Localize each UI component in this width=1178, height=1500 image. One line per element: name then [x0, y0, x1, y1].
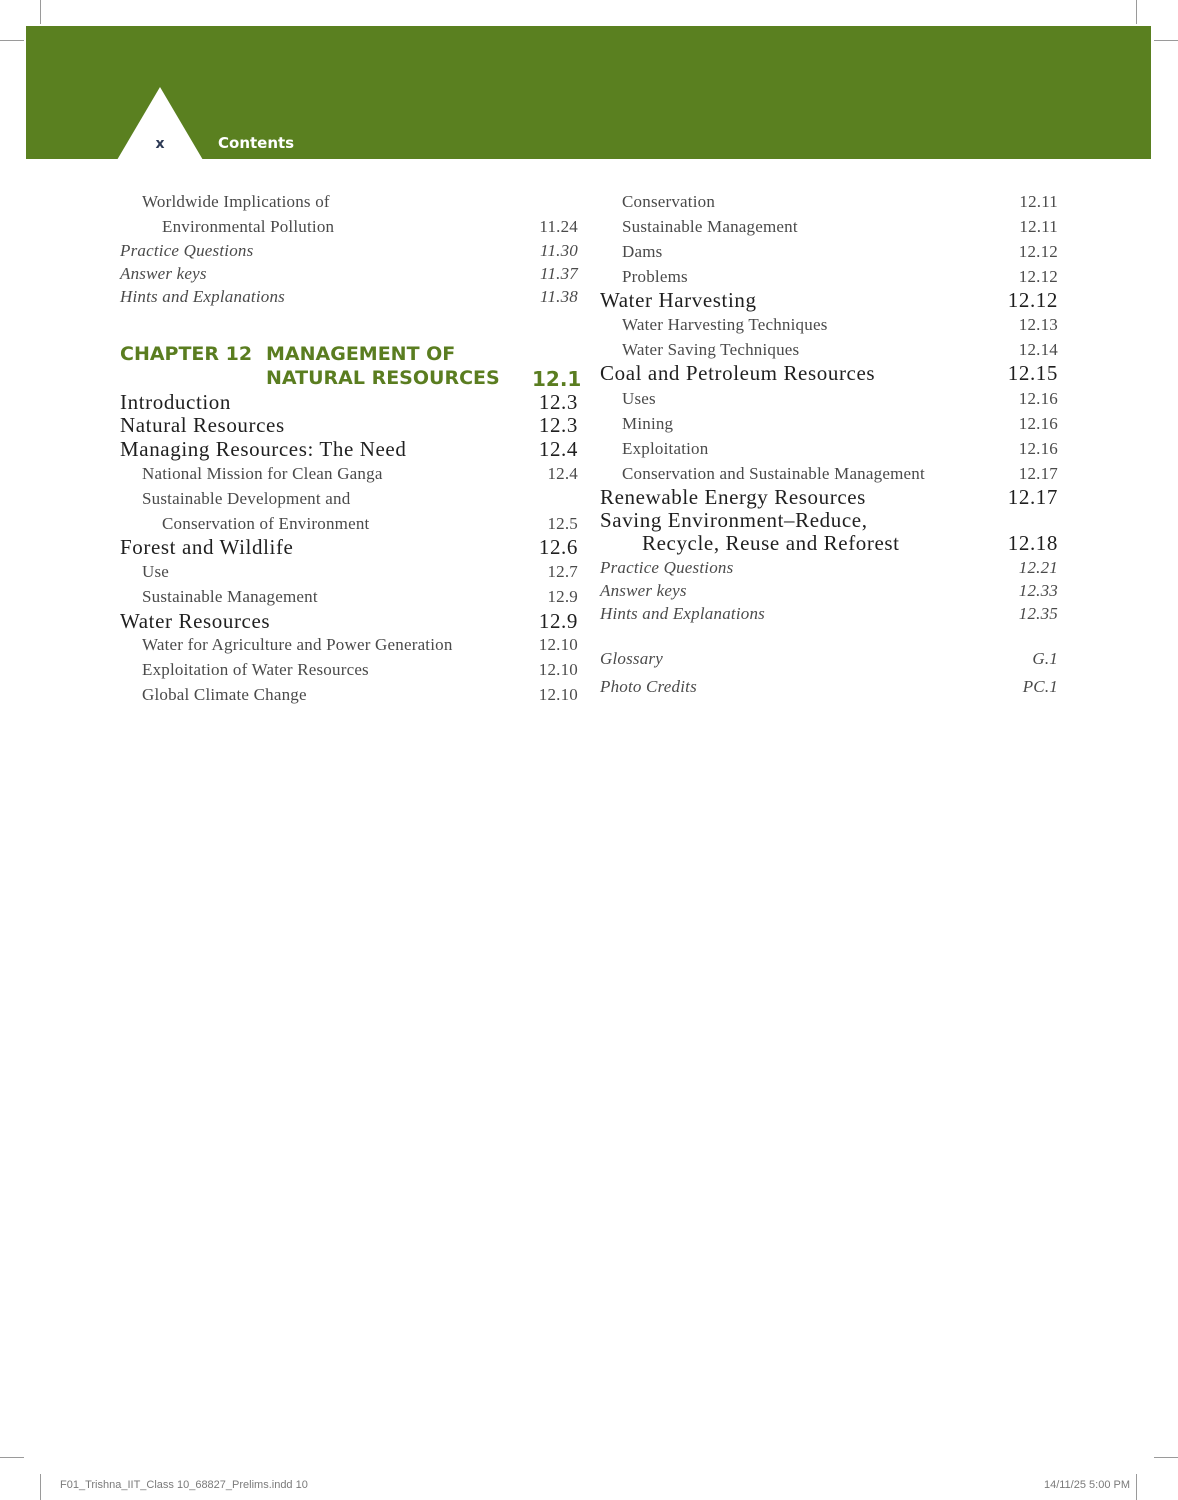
toc-entry-page: 12.13	[1018, 315, 1058, 334]
crop-mark	[1154, 40, 1178, 41]
toc-entry-title: National Mission for Clean Ganga	[142, 464, 383, 483]
toc-entry-title: Renewable Energy Resources	[600, 485, 866, 509]
toc-entry	[120, 535, 578, 560]
toc-entry-title: Natural Resources	[120, 413, 285, 437]
toc-entry-page: 11.38	[540, 287, 578, 306]
toc-entry	[120, 390, 578, 415]
toc-entry	[622, 389, 1058, 409]
toc-entry-page: 12.6	[538, 535, 578, 559]
crop-mark	[1136, 1474, 1137, 1500]
toc-entry-page: PC.1	[1022, 677, 1058, 696]
toc-entry	[120, 609, 578, 634]
chapter-label: CHAPTER 12	[120, 343, 253, 365]
toc-entry-page: 12.17	[1007, 485, 1058, 509]
toc-entry-title: Sustainable Management	[142, 587, 318, 606]
toc-entry-title: Practice Questions	[120, 241, 254, 260]
toc-entry	[600, 677, 1058, 697]
toc-entry	[600, 485, 1058, 510]
toc-entry	[622, 340, 1058, 360]
page-number: x	[155, 136, 165, 152]
toc-entry-title: Recycle, Reuse and Reforest	[642, 531, 900, 555]
toc-entry	[622, 217, 1058, 237]
toc-entry-title: Environmental Pollution	[162, 217, 335, 236]
toc-entry	[600, 288, 1058, 313]
toc-entry-page: G.1	[1032, 649, 1058, 668]
toc-entry-page: 12.15	[1007, 361, 1058, 385]
toc-entry-page: 12.9	[547, 587, 578, 606]
crop-mark	[0, 1457, 24, 1458]
toc-entry	[622, 267, 1058, 287]
toc-entry-title: Conservation	[622, 192, 716, 211]
toc-entry-title: Introduction	[120, 390, 232, 414]
chapter-title-line2: NATURAL RESOURCES	[266, 367, 500, 389]
toc-entry-page: 12.21	[1018, 558, 1058, 577]
toc-entry	[142, 685, 578, 705]
toc-entry	[142, 489, 578, 509]
toc-entry-title: Exploitation	[622, 439, 709, 458]
toc-entry-title: Hints and Explanations	[120, 287, 285, 306]
crop-mark	[1136, 0, 1137, 24]
toc-entry-page: 12.10	[538, 635, 578, 654]
toc-entry-title: Hints and Explanations	[600, 604, 765, 623]
toc-entry	[142, 464, 578, 484]
toc-entry-title: Water Saving Techniques	[622, 340, 800, 359]
toc-entry-title: Coal and Petroleum Resources	[600, 361, 876, 385]
toc-entry-page: 12.12	[1018, 242, 1058, 261]
toc-entry-page: 12.14	[1018, 340, 1058, 359]
crop-mark	[40, 1474, 41, 1500]
toc-entry-title: Managing Resources: The Need	[120, 437, 407, 461]
toc-entry	[600, 508, 1058, 533]
toc-entry	[622, 464, 1058, 484]
toc-entry-page: 12.9	[538, 609, 578, 633]
toc-entry-page: 12.10	[538, 685, 578, 704]
toc-entry	[600, 361, 1058, 386]
toc-entry	[120, 437, 578, 462]
toc-entry	[142, 192, 578, 212]
toc-entry-title: Problems	[622, 267, 688, 286]
toc-entry	[642, 531, 1058, 556]
toc-entry	[120, 287, 578, 307]
toc-entry-page: 12.12	[1018, 267, 1058, 286]
toc-entry	[600, 558, 1058, 578]
toc-entry-title: Sustainable Management	[622, 217, 798, 236]
toc-entry-page: 11.24	[539, 217, 578, 236]
toc-entry-title: Mining	[622, 414, 674, 433]
toc-entry	[120, 264, 578, 284]
toc-entry-page: 12.35	[1018, 604, 1058, 623]
toc-entry-page: 12.17	[1018, 464, 1058, 483]
toc-entry-page: 12.4	[547, 464, 578, 483]
header-title: Contents	[218, 134, 295, 152]
toc-entry-page: 12.3	[538, 413, 578, 437]
toc-entry-title: Global Climate Change	[142, 685, 307, 704]
header-band	[26, 26, 1151, 159]
toc-entry-page: 12.11	[1019, 192, 1058, 211]
crop-mark	[40, 0, 41, 24]
toc-entry-title: Water Harvesting Techniques	[622, 315, 828, 334]
toc-entry-title: Water Harvesting	[600, 288, 757, 312]
toc-entry-title: Dams	[622, 242, 663, 261]
toc-entry-page: 12.3	[538, 390, 578, 414]
toc-entry-title: Sustainable Development and	[142, 489, 351, 508]
toc-entry-title: Conservation of Environment	[162, 514, 370, 533]
toc-entry-page: 12.10	[538, 660, 578, 679]
footer-timestamp: 14/11/25 5:00 PM	[1043, 1479, 1130, 1491]
toc-entry-page: 12.18	[1007, 531, 1058, 555]
toc-entry-page: 12.16	[1018, 389, 1058, 408]
toc-entry	[162, 514, 578, 534]
toc-entry-title: Glossary	[600, 649, 663, 668]
toc-entry-page: 12.5	[547, 514, 578, 533]
toc-entry-page: 12.11	[1019, 217, 1058, 236]
toc-entry	[600, 604, 1058, 624]
chapter-page: 12.1	[532, 367, 582, 391]
toc-entry-title: Saving Environment–Reduce,	[600, 508, 868, 532]
toc-entry-title: Use	[142, 562, 170, 581]
toc-entry-title: Photo Credits	[600, 677, 697, 696]
toc-entry-title: Forest and Wildlife	[120, 535, 294, 559]
toc-entry-page: 12.16	[1018, 439, 1058, 458]
toc-entry-page: 11.30	[540, 241, 578, 260]
toc-entry	[142, 660, 578, 680]
toc-entry-page: 12.4	[538, 437, 578, 461]
footer-file-name: F01_Trishna_IIT_Class 10_68827_Prelims.indd 10	[60, 1479, 308, 1491]
toc-entry	[622, 192, 1058, 212]
toc-entry-page: 12.7	[547, 562, 578, 581]
toc-entry-page: 12.12	[1007, 288, 1058, 312]
toc-entry	[622, 439, 1058, 459]
toc-entry	[120, 241, 578, 261]
toc-entry-page: 12.16	[1018, 414, 1058, 433]
toc-entry	[142, 562, 578, 582]
crop-mark	[1154, 1457, 1178, 1458]
toc-entry	[622, 242, 1058, 262]
toc-entry-title: Water for Agriculture and Power Generation	[142, 635, 453, 654]
toc-entry	[162, 217, 578, 237]
toc-entry-title: Conservation and Sustainable Management	[622, 464, 925, 483]
toc-entry	[622, 414, 1058, 434]
toc-entry-title: Water Resources	[120, 609, 271, 633]
toc-entry	[120, 413, 578, 438]
toc-entry	[142, 635, 578, 655]
toc-entry	[622, 315, 1058, 335]
chapter-title-line1: MANAGEMENT OF	[266, 343, 456, 365]
toc-entry	[142, 587, 578, 607]
toc-entry-title: Answer keys	[600, 581, 687, 600]
toc-entry	[600, 649, 1058, 669]
toc-entry-title: Worldwide Implications of	[142, 192, 330, 211]
toc-entry-title: Practice Questions	[600, 558, 734, 577]
toc-entry-page: 11.37	[540, 264, 578, 283]
toc-entry-page: 12.33	[1018, 581, 1058, 600]
toc-entry-title: Exploitation of Water Resources	[142, 660, 369, 679]
toc-entry-title: Answer keys	[120, 264, 207, 283]
toc-entry-title: Uses	[622, 389, 656, 408]
toc-entry	[600, 581, 1058, 601]
crop-mark	[0, 40, 24, 41]
